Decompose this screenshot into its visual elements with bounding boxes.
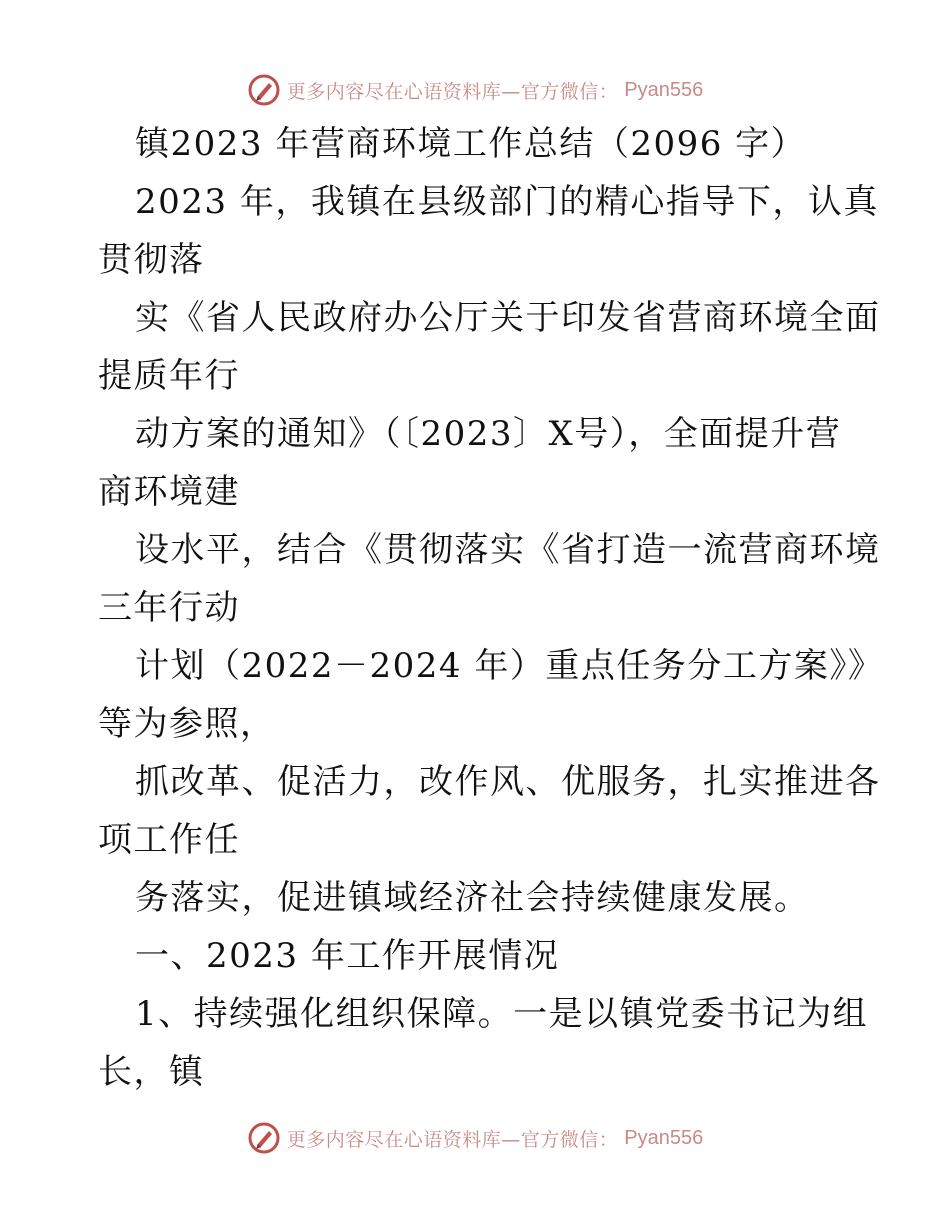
footer-watermark	[0, 1118, 950, 1158]
paragraph-line: 贯彻落	[98, 240, 205, 280]
paragraph-line: 抓改革、促活力，改作风、优服务，扎实推进各	[135, 762, 881, 802]
paragraph-line: 设水平，结合《贯彻落实《省打造一流营商环境	[135, 530, 881, 570]
paragraph-line: 项工作任	[98, 820, 240, 860]
paragraph-line: 2023 年，我镇在县级部门的精心指导下，认真	[135, 182, 879, 222]
document-title: 镇2023 年营商环境工作总结（2096 字）	[135, 124, 807, 164]
paragraph-line: 提质年行	[98, 356, 240, 396]
watermark-wechat-id: Pyan556	[624, 78, 704, 101]
paragraph-line: 计划（2022－2024 年）重点任务分工方案》》	[135, 646, 884, 686]
paragraph-line: 商环境建	[98, 472, 240, 512]
watermark-text: 更多内容尽在心语资料库—官方微信：	[286, 80, 619, 103]
watermark-wechat-id: Pyan556	[624, 1126, 704, 1149]
paragraph-line: 实《省人民政府办公厅关于印发省营商环境全面	[135, 298, 881, 338]
pen-logo-icon	[247, 1121, 281, 1155]
paragraph-line: 三年行动	[98, 588, 240, 628]
section-heading: 一、2023 年工作开展情况	[135, 936, 560, 976]
paragraph-line: 1、持续强化组织保障。一是以镇党委书记为组	[135, 994, 869, 1034]
paragraph-line: 长，镇	[98, 1052, 205, 1092]
paragraph-line: 动方案的通知》（〔2023〕X号），全面提升营	[135, 414, 842, 454]
pen-logo-icon	[247, 73, 281, 107]
paragraph-line: 等为参照，	[98, 704, 276, 744]
header-watermark	[0, 70, 950, 110]
watermark-text: 更多内容尽在心语资料库—官方微信：	[286, 1128, 619, 1151]
paragraph-line: 务落实，促进镇域经济社会持续健康发展。	[135, 878, 810, 918]
